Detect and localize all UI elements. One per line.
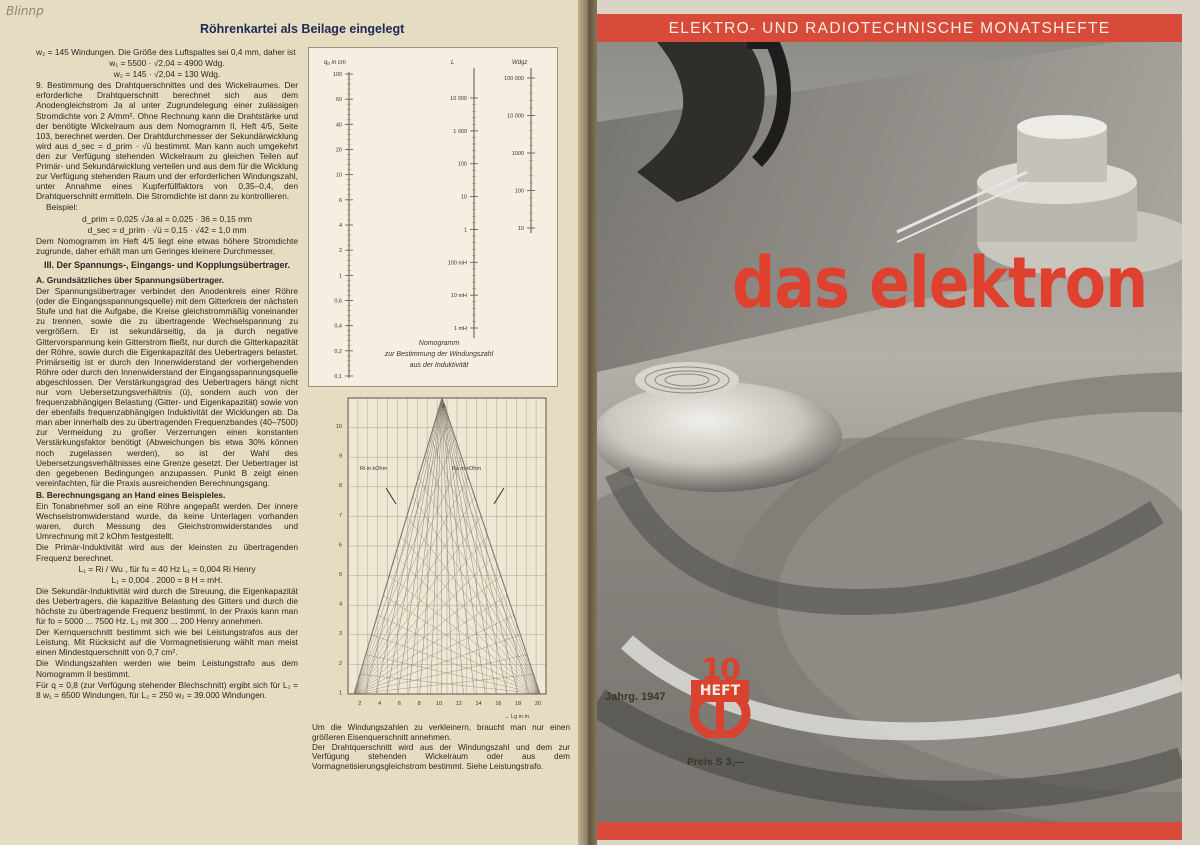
paragraph: w₂ = 145 Windungen. Die Größe des Luftspaltes sei 0,4 mm, daher ist [36, 47, 296, 57]
paragraph: Beispiel: [46, 202, 78, 213]
nomogram-scales [309, 48, 557, 386]
nomogram-figure [308, 47, 558, 387]
text-column [36, 47, 298, 701]
nomogram-tick-label: 10 [335, 172, 342, 179]
graph-y-tick-label: 4 [338, 601, 342, 608]
nomogram-tick-label: 10 mH [450, 293, 467, 300]
paragraph: Der Drahtquerschnitt wird aus der Windungszahl und dem zur Verfügung stehenden Wickelraum oder aus dem Vormagnetisierungsgleichstrom bestimmt. Siehe Leistungstrafo. [312, 742, 570, 772]
paragraph: Die Sekundär-Induktivität wird durch die Streuung, die Eigenkapazität des Uebertragers, die kapazitive Belastung des Gitters und durch die höchste zu übertragende Frequenz bestimmt. In der Praxis kann man für fo = 5000 ... 7500 Hz. L₂ mit 300 ... 200 Henry annehmen. [36, 585, 298, 627]
nomogram-tick-label: 60 [335, 97, 342, 104]
formula: d_sec = d_prim · √ü = 0,15 · √42 = 1,0 mm [87, 224, 247, 235]
cover-bottom-bar [597, 822, 1182, 840]
graph-label-ri: Ri in kOhm [360, 466, 388, 472]
graph-x-tick-label: 16 [495, 701, 502, 707]
volume-year: Jahrg. 1947 [605, 691, 666, 703]
graph-x-tick-label: 4 [378, 701, 382, 707]
section-heading: III. Der Spannungs-, Eingangs- und Kopplungsübertrager. [43, 259, 290, 270]
cover-page [597, 0, 1200, 845]
nomogram-tick-label: 100 [457, 161, 467, 168]
nomogram-tick-label: 1 [338, 273, 342, 280]
nomogram-tick-label: 6 [338, 197, 342, 204]
banner-text: ELEKTRO- UND RADIOTECHNISCHE MONATSHEFTE [668, 20, 1111, 37]
nomogram-w-label: Wdgz [512, 60, 528, 66]
cover-photo [597, 42, 1182, 822]
pencil-note: Blinnp [6, 4, 44, 18]
price: Preis S 3,— [687, 756, 745, 768]
nomogram-tick-label: 0,1 [334, 374, 342, 380]
nomogram-tick-label: 0,2 [334, 348, 342, 355]
formula: L₁ = 0,004 . 2000 = 8 H = mH. [111, 574, 223, 585]
graph-x-tick-label: 18 [515, 701, 522, 707]
nomogram-tick-label: 100 mH [447, 260, 467, 267]
graph-label-ra: Ra in kOhm [452, 466, 482, 472]
graph-x-tick-label: 12 [455, 701, 462, 707]
nomogram-q-label: q₀ in cm [324, 60, 346, 66]
issue-badge [687, 653, 753, 738]
cover-banner [597, 14, 1182, 42]
nomogram-tick-label: 1 000 [453, 128, 467, 135]
nomogram-tick-label: 10 [517, 226, 524, 232]
nomogram-tick-label: 10 [460, 194, 467, 201]
paragraph: Um die Windungszahlen zu verkleinern, braucht man nur einen größeren Eisenquerschnitt annehmen. [312, 723, 570, 742]
graph-y-tick-label: 2 [338, 660, 342, 667]
left-page [0, 0, 580, 845]
subsection-heading: B. Berechnungsgang an Hand eines Beispieles. [36, 489, 226, 500]
paragraph: Für q = 0,8 (zur Verfügung stehender Blechschnitt) ergibt sich für L₁ = 8 w₁ = 6500 Windungen, für L₂ = 250 w₂ = 39.000 Windungen. [36, 679, 298, 700]
graph-y-tick-label: 6 [338, 542, 342, 549]
graph-x-tick-label: 2 [358, 701, 362, 707]
nomogram-tick-label: 1000 [511, 151, 524, 157]
graph-y-tick-label: 1 [338, 690, 342, 697]
nomogram-tick-label: 10 000 [450, 96, 467, 102]
issue-number: 10 [701, 653, 739, 688]
formula: w₁ = 5500 · √2,04 = 4900 Wdg. [109, 58, 225, 69]
formula: L₁ = Ri / Wu , für fu = 40 Hz L₁ = 0,004 Ri Henry [78, 563, 256, 574]
graph-y-tick-label: 8 [338, 483, 342, 490]
graph-x-axis-label: → Lg in m [504, 714, 530, 720]
design-graph [324, 392, 550, 722]
paragraph: Der Kernquerschnitt bestimmt sich wie bei Leistungstrafos aus der Leistung. Mit Rücksicht auf die Vormagnetisierung wählt man meist einen Mindestquerschnitt von 0,7 cm². [36, 627, 298, 658]
caption-line: Nomogramm [418, 340, 460, 347]
issue-label: HEFT [699, 683, 741, 699]
graph-y-tick-label: 9 [338, 453, 342, 460]
nomogram-tick-label: 1 mH [453, 326, 467, 332]
graph-x-tick-label: 14 [475, 701, 482, 707]
nomogram-tick-label: 10 000 [507, 113, 524, 120]
nomogram-tick-label: 40 [335, 122, 342, 129]
nomogram-tick-label: 0,4 [334, 323, 342, 330]
graph-y-tick-label: 5 [338, 572, 342, 578]
graph-y-tick-label: 10 [335, 424, 342, 430]
nomogram-caption [339, 338, 539, 371]
graph-x-tick-label: 8 [417, 701, 421, 707]
graph-caption [312, 723, 570, 772]
paragraph: Der Spannungsübertrager verbindet den Anodenkreis einer Röhre (oder die Eingangsspannungsquelle) mit dem Gitterkreis der nächsten Stufe und hat die Aufgabe, die Kreise gleichstrommäßig voneinander zu trennen, sowie die zu übertragende Wechselspannung zu vergrößern. Er ist sekundärseitig, da ja durch negative Gittervorspannung kein Gitterstrom fließt, nur durch die Gitterkapazität der Röhre, sowie durch die Eigenkapazität des Uebertragers belastet. Primärseitig ist er durch den Innenwiderstand der vorhergehenden Röhre oder durch den Innenwiderstand der Eingangsspannungsquelle abgeschlossen. Der Verstärkungsgrad des Uebertragers hängt nicht nur vom Uebersetzungsverhältnis (ü), sondern auch von der frequenzabhängigen Belastung (Gitter- und Eigenkapazität) sowie von der ebenfalls frequenzabhängigen Induktivität der Wicklungen ab. Da man aber innerhalb des zu übertragenden Frequenzbandes (40–7500) zur Vermeidung zu großer Verzerrungen einen konstanten Verstärkungsfaktor benötigt (Abweichungen bis etwa 30% können noch zugelassen werden), so ist der Wahl des Uebersetzungsverhältnisses eine Grenze gesetzt. Der Uebertrager ist den gegebenen Bedingungen anzupassen. Punkt B zeigt einen vereinfachten, für die Praxis ausreichenden Berechnungsgang. [36, 286, 298, 488]
nomogram-l-label: L [451, 60, 455, 66]
book-gutter [578, 0, 598, 845]
nomogram-tick-label: 1 [463, 227, 467, 234]
paragraph: Die Windungszahlen werden wie beim Leistungstrafo aus dem Nomogramm II bestimmt. [36, 658, 298, 679]
caption-line: zur Bestimmung der Windungszahl [384, 351, 494, 358]
nomogram-tick-label: 4 [338, 223, 342, 229]
graph-y-tick-label: 3 [338, 631, 342, 638]
nomogram-tick-label: 20 [335, 147, 342, 154]
graph-label-a: A [442, 404, 447, 410]
paragraph: Die Primär-Induktivität wird aus der kleinsten zu übertragenden Frequenz berechnet. [36, 542, 298, 563]
nomogram-tick-label: 0,6 [334, 298, 342, 305]
graph-x-tick-label: 10 [435, 701, 443, 707]
paragraph: 9. Bestimmung des Drahtquerschnittes und des Wickelraumes. Der erforderliche Drahtquerschnitt berechnet sich aus dem Anodengleichstrom Ja al unter Zugrundelegung einer zulässigen Stromdichte von 2 A/mm². Ohne Rechnung kann die Drahtstärke und der benötigte Wickelraum aus dem Nomogramm II, Heft 4/5, Seite 103, berechnet werden. Der Drahtdurchmesser der Sekundärwicklung wird aus d_sec = d_prim · √ü bestimmt. Man kann auch umgekehrt den zur Verfügung stehenden Wickelraum zu gleichen Teilen auf Primär- und Sekundärwicklung verteilen und aus dem für die Wicklung zur Verfügung stehenden Raum und der erforderlichen Windungszahl, unter Annahme eines Kupferfüllfaktors von 0,35–0,4, den Drahtquerschnitt ermitteln. Die Stromdichte ist dann zu kontrollieren. [36, 80, 298, 202]
nomogram-tick-label: 2 [338, 248, 342, 255]
nomogram-tick-label: 100 [332, 72, 342, 78]
paragraph: Dem Nomogramm im Heft 4/5 liegt eine etwas höhere Stromdichte zugrunde, daher erhält man um Geringes kleinere Durchmesser. [36, 235, 298, 256]
graph-x-tick-label: 20 [534, 701, 542, 707]
formula: d_prim = 0,025 √Ja al = 0,025 · 36 = 0,15 mm [81, 213, 253, 224]
nomogram-tick-label: 100 [514, 188, 524, 195]
nomogram-tick-label: 100 000 [504, 76, 524, 82]
paragraph: Ein Tonabnehmer soll an eine Röhre angepaßt werden. Der innere Wechselstromwiderstand wurde, da keine Unterlagen vorhanden waren, durch Messung des Gleichstromwiderstandes und Umrechnung mit 2 kOhm festgestellt. [36, 501, 298, 542]
formula: w₂ = 145 · √2,04 = 130 Wdg. [113, 69, 221, 80]
caption-line: aus der Induktivität [409, 362, 469, 369]
subsection-heading: A. Grundsätzliches über Spannungsübertrager. [36, 274, 225, 285]
graph-x-tick-label: 6 [397, 701, 401, 707]
header-note: Röhrenkartei als Beilage eingelegt [200, 22, 405, 36]
cover-title: das elektron [732, 242, 1148, 324]
graph-y-tick-label: 7 [338, 512, 342, 519]
